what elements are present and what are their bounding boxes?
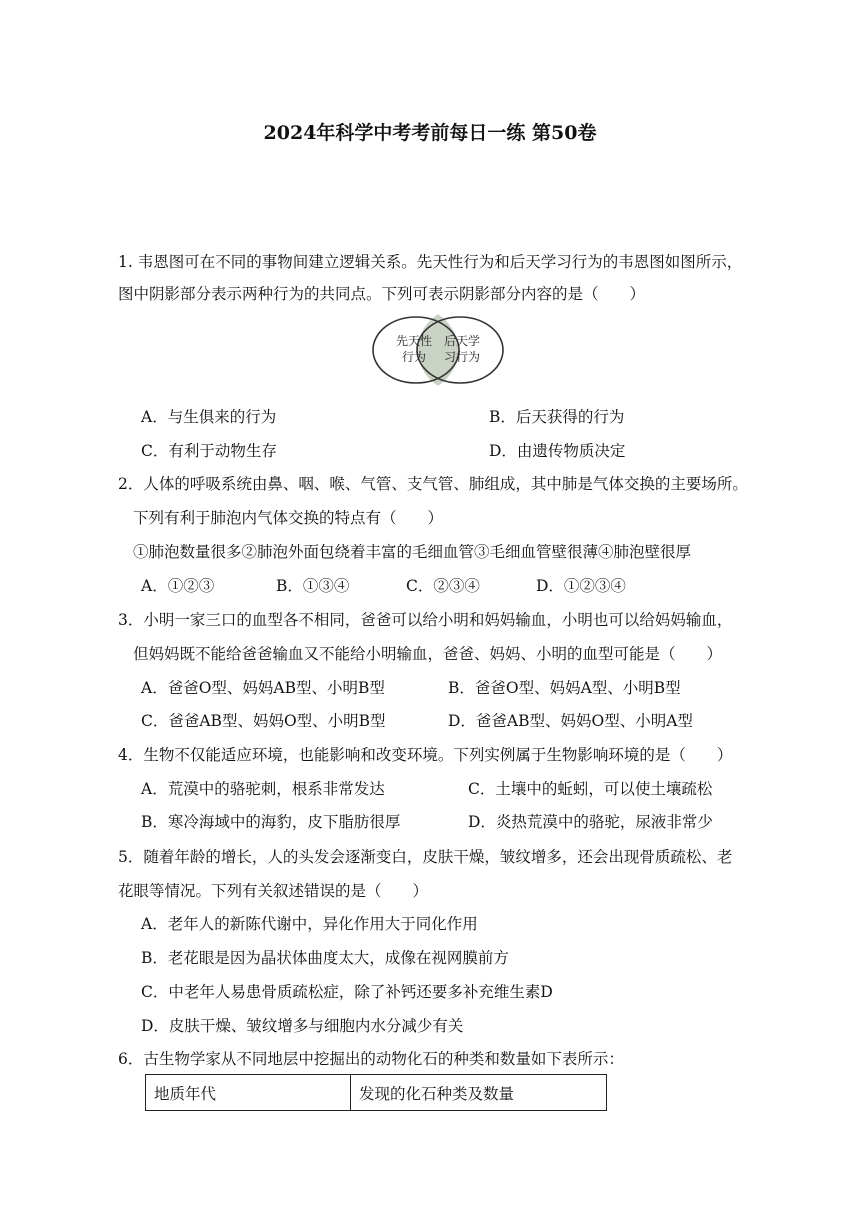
table-header-row [146, 1075, 607, 1111]
venn-right-label-2: 习行为 [444, 350, 481, 364]
q2-option-c[interactable]: C．②③④ [406, 577, 480, 595]
q5-option-d[interactable]: D．皮肤干燥、皱纹增多与细胞内水分减少有关 [141, 1017, 464, 1035]
q4-option-a[interactable]: A．荒漠中的骆驼刺，根系非常发达 [141, 780, 385, 798]
q3-line-2: 但妈妈既不能给爸爸输血又不能给小明输血，爸爸、妈妈、小明的血型可能是（ ） [133, 645, 723, 663]
q4-option-c[interactable]: C．土壤中的蚯蚓，可以使土壤疏松 [468, 780, 713, 798]
q5-line-2: 花眼等情况。下列有关叙述错误的是（ ） [118, 882, 429, 900]
q3-option-b[interactable]: B．爸爸O型、妈妈A型、小明B型 [448, 679, 681, 697]
q2-option-b[interactable]: B．①③④ [276, 577, 350, 595]
q1-option-a[interactable]: A．与生俱来的行为 [141, 408, 277, 426]
table-header-geologic-era: 地质年代 [146, 1075, 351, 1111]
q2-option-d[interactable]: D．①②③④ [536, 577, 626, 595]
q2-line-2: 下列有利于肺泡内气体交换的特点有（ ） [133, 509, 444, 527]
q5-option-a[interactable]: A．老年人的新陈代谢中，异化作用大于同化作用 [141, 915, 478, 933]
q2-line-3: ①肺泡数量很多②肺泡外面包绕着丰富的毛细血管③毛细血管壁很薄④肺泡壁很厚 [133, 543, 692, 561]
q2-line-1: 2．人体的呼吸系统由鼻、咽、喉、气管、支气管、肺组成，其中肺是气体交换的主要场所。 [118, 475, 748, 493]
q4-option-d[interactable]: D．炎热荒漠中的骆驼，尿液非常少 [468, 813, 713, 831]
q4-option-b[interactable]: B．寒冷海域中的海豹，皮下脂肪很厚 [141, 813, 401, 831]
q2-option-a[interactable]: A．①②③ [141, 577, 215, 595]
q3-line-1: 3．小明一家三口的血型各不相同，爸爸可以给小明和妈妈输血，小明也可以给妈妈输血， [118, 611, 733, 629]
q3-option-a[interactable]: A．爸爸O型、妈妈AB型、小明B型 [141, 679, 385, 697]
q5-option-b[interactable]: B．老花眼是因为晶状体曲度太大，成像在视网膜前方 [141, 949, 509, 967]
q3-option-d[interactable]: D．爸爸AB型、妈妈O型、小明A型 [448, 712, 693, 730]
q5-line-1: 5．随着年龄的增长，人的头发会逐渐变白，皮肤干燥，皱纹增多，还会出现骨质疏松、老 [118, 848, 733, 866]
q1-option-b[interactable]: B．后天获得的行为 [489, 408, 625, 426]
q3-option-c[interactable]: C．爸爸AB型、妈妈O型、小明B型 [141, 712, 386, 730]
page-title: 2024年科学中考考前每日一练 第50卷 [263, 122, 597, 144]
q1-line-1: 1. 韦恩图可在不同的事物间建立逻辑关系。先天性行为和后天学习行为的韦恩图如图所示， [118, 253, 743, 271]
venn-left-label-1: 先天性 [396, 334, 433, 348]
fossil-table [145, 1074, 607, 1111]
q4-line-1: 4．生物不仅能适应环境，也能影响和改变环境。下列实例属于生物影响环境的是（ ） [118, 746, 733, 764]
table-header-fossil-types: 发现的化石种类及数量 [351, 1075, 607, 1111]
venn-right-label-1: 后天学 [444, 334, 481, 348]
q1-line-2: 图中阴影部分表示两种行为的共同点。下列可表示阴影部分内容的是（ ） [118, 285, 646, 303]
q1-option-c[interactable]: C．有利于动物生存 [141, 442, 277, 460]
venn-left-label-2: 行为 [402, 350, 427, 364]
q1-option-d[interactable]: D．由遗传物质决定 [489, 442, 626, 460]
q6-line-1: 6．古生物学家从不同地层中挖掘出的动物化石的种类和数量如下表所示： [118, 1050, 624, 1068]
q5-option-c[interactable]: C．中老年人易患骨质疏松症，除了补钙还要多补充维生素D [141, 983, 553, 1001]
venn-diagram [368, 314, 508, 386]
